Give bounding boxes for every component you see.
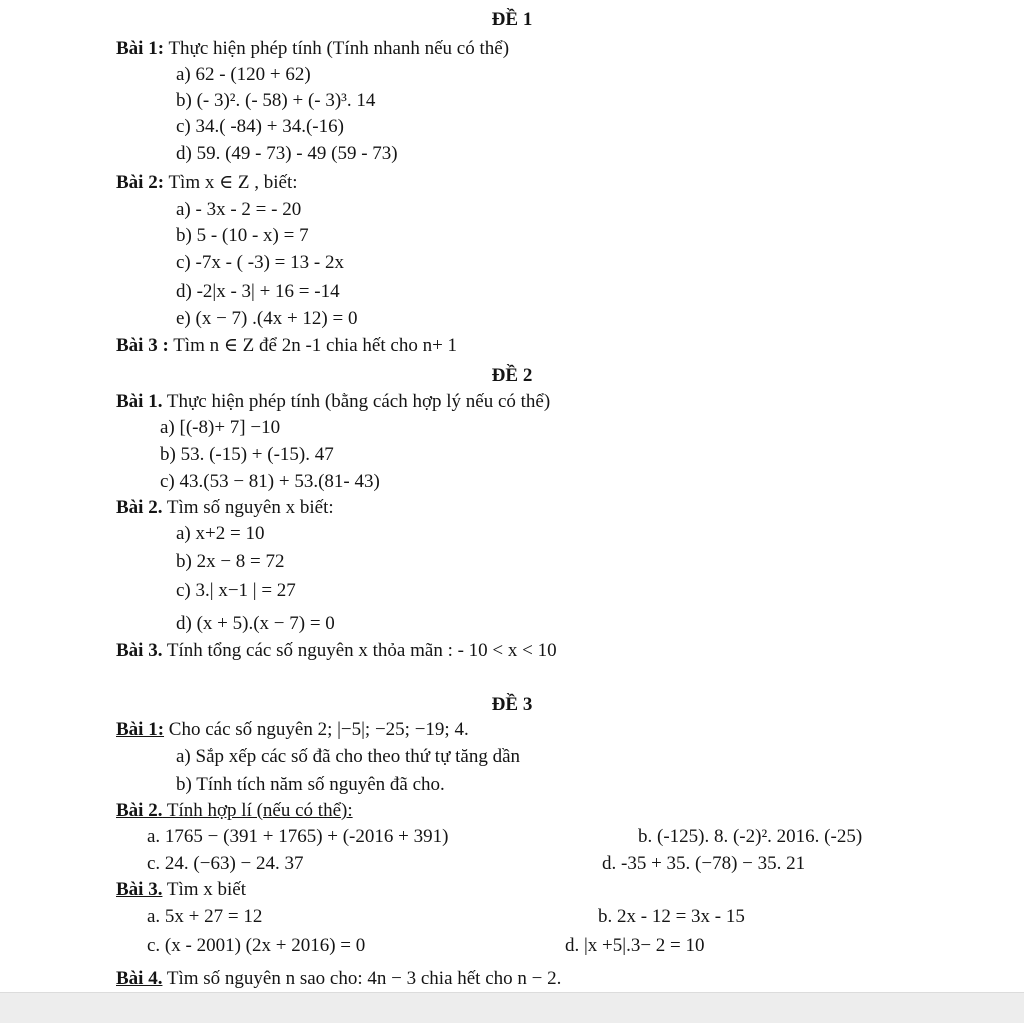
de1-bai3-label: Bài 3 : <box>116 335 169 356</box>
de3-bai2-item-b: b. (-125). 8. (-2)². 2016. (-25) <box>638 826 863 847</box>
de1-bai2-item-b: b) 5 - (10 - x) = 7 <box>176 225 309 246</box>
de3-bai1-label: Bài 1: <box>116 719 165 740</box>
de2-bai1-heading <box>116 391 550 413</box>
de2-bai2-label: Bài 2. <box>116 497 163 518</box>
de1-bai1-item-a: a) 62 - (120 + 62) <box>176 64 311 85</box>
de2-bai2-item-c: c) 3.| x−1 | = 27 <box>176 580 296 601</box>
de1-bai1-text: Thực hiện phép tính (Tính nhanh nếu có thể) <box>164 38 510 59</box>
de2-bai1-item-c: c) 43.(53 − 81) + 53.(81- 43) <box>160 471 380 492</box>
de1-bai1-label: Bài 1: <box>116 38 165 59</box>
de1-bai1-item-b: b) (- 3)². (- 58) + (- 3)³. 14 <box>176 90 376 111</box>
de1-bai1-heading <box>116 38 509 60</box>
de1-bai3-heading <box>116 335 457 357</box>
de1-bai1-item-d: d) 59. (49 - 73) - 49 (59 - 73) <box>176 143 398 164</box>
de2-bai1-label: Bài 1. <box>116 391 163 412</box>
de1-bai3-text: Tìm n ∈ Z để 2n -1 chia hết cho n+ 1 <box>168 335 458 356</box>
de2-bai2-heading <box>116 497 334 519</box>
de2-title: ĐỀ 2 <box>491 365 533 386</box>
de3-bai2-item-d: d. -35 + 35. (−78) − 35. 21 <box>602 853 806 874</box>
de3-bai2-item-c: c. 24. (−63) − 24. 37 <box>147 853 304 874</box>
de3-bai4-heading <box>116 968 561 990</box>
de1-bai2-item-c: c) -7x - ( -3) = 13 - 2x <box>176 252 344 273</box>
de2-bai1-text: Thực hiện phép tính (bằng cách hợp lý nếu có thể) <box>162 391 551 412</box>
de3-bai3-item-a: a. 5x + 27 = 12 <box>147 906 263 927</box>
de3-bai4-text: Tìm số nguyên n sao cho: 4n − 3 chia hết cho n − 2. <box>162 968 562 989</box>
de3-bai4-label: Bài 4. <box>116 968 163 989</box>
de3-bai2-label: Bài 2. <box>116 800 163 821</box>
de3-bai2-item-a: a. 1765 − (391 + 1765) + (-2016 + 391) <box>147 826 449 847</box>
de2-bai2-item-b: b) 2x − 8 = 72 <box>176 551 285 572</box>
de2-bai2-item-a: a) x+2 = 10 <box>176 523 265 544</box>
de3-bai1-heading <box>116 719 469 741</box>
de3-bai3-item-c: c. (x - 2001) (2x + 2016) = 0 <box>147 935 366 956</box>
de2-bai1-item-a: a) [(-8)+ 7] −10 <box>160 417 281 438</box>
de1-bai2-text: Tìm x ∈ Z , biết: <box>164 172 298 193</box>
de1-bai2-label: Bài 2: <box>116 172 165 193</box>
de2-bai3-heading <box>116 640 557 662</box>
de3-bai3-item-d: d. |x +5|.3− 2 = 10 <box>565 935 705 956</box>
de1-title: ĐỀ 1 <box>491 9 533 30</box>
de1-bai2-item-e: e) (x − 7) .(4x + 12) = 0 <box>176 308 358 329</box>
de2-bai2-item-d: d) (x + 5).(x − 7) = 0 <box>176 613 335 634</box>
de3-bai1-item-b: b) Tính tích năm số nguyên đã cho. <box>176 774 445 795</box>
de3-bai3-label: Bài 3. <box>116 879 163 900</box>
de2-bai3-text: Tính tổng các số nguyên x thỏa mãn : - 10 < x < 10 <box>162 640 557 661</box>
de1-bai1-item-c: c) 34.( -84) + 34.(-16) <box>176 116 344 137</box>
de3-bai1-text: Cho các số nguyên 2; |−5|; −25; −19; 4. <box>164 719 469 740</box>
de3-bai3-item-b: b. 2x - 12 = 3x - 15 <box>598 906 745 927</box>
de2-bai2-text: Tìm số nguyên x biết: <box>162 497 334 518</box>
de3-bai2-heading <box>116 800 353 822</box>
de3-bai2-text: Tính hợp lí (nếu có thể): <box>162 800 353 821</box>
de3-bai3-text: Tìm x biết <box>162 879 247 900</box>
de3-title: ĐỀ 3 <box>491 694 533 715</box>
de3-bai3-heading <box>116 879 246 901</box>
de1-bai2-heading <box>116 172 298 194</box>
de1-bai2-item-d: d) -2|x - 3| + 16 = -14 <box>176 281 340 302</box>
de1-bai2-item-a: a) - 3x - 2 = - 20 <box>176 199 302 220</box>
de2-bai1-item-b: b) 53. (-15) + (-15). 47 <box>160 444 334 465</box>
de2-bai3-label: Bài 3. <box>116 640 163 661</box>
de3-bai1-item-a: a) Sắp xếp các số đã cho theo thứ tự tăng dần <box>176 746 521 767</box>
viewer-bottom-bar <box>0 992 1024 1023</box>
